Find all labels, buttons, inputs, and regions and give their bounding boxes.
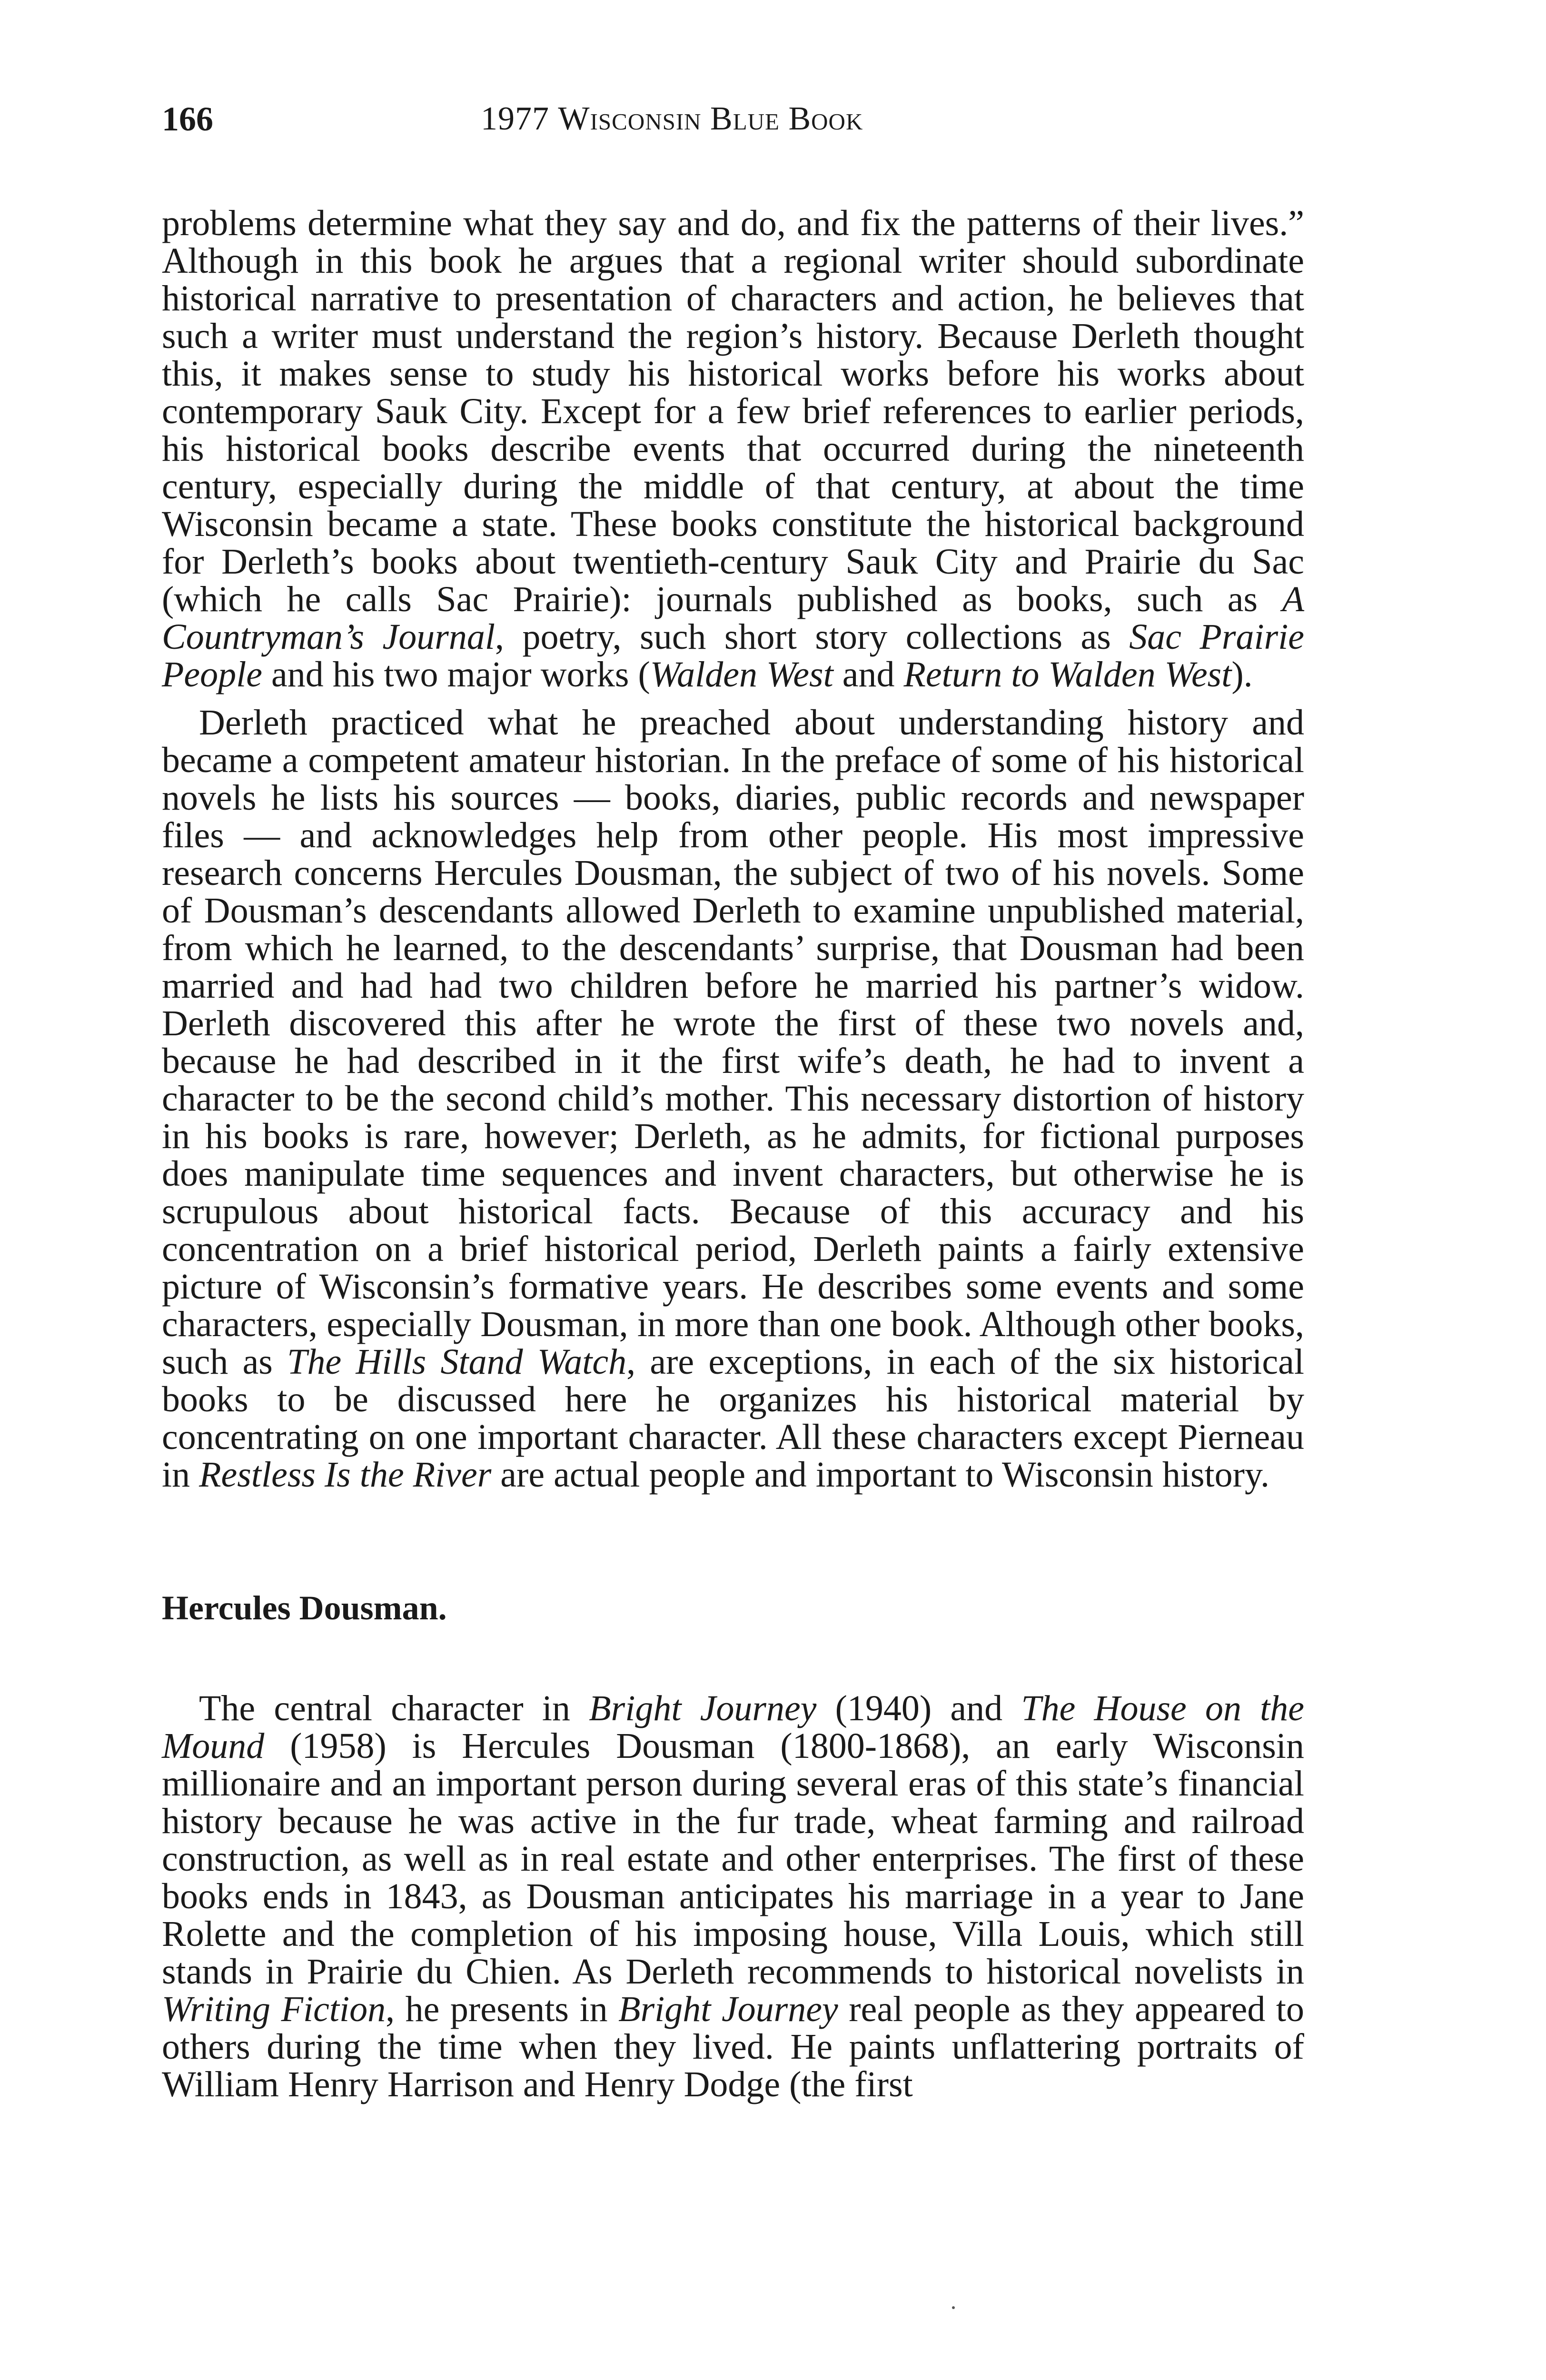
text-run: , he presents in	[386, 1989, 619, 2029]
body-text	[162, 205, 1304, 1494]
text-run: , poetry, such short story collections as	[495, 617, 1130, 657]
text-run: real people as they appeared to others during the time when they lived. He paints unflattering portraits of William Henry Harrison and Henry Dodge (the first	[162, 1989, 1304, 2104]
text-run: and his two major works (	[262, 654, 650, 694]
paragraph-1	[162, 205, 1304, 694]
book-title: Return to Walden West	[903, 654, 1232, 694]
book-title: The Hills Stand Watch	[287, 1342, 627, 1382]
book-title: Bright Journey	[589, 1688, 817, 1728]
book-page	[162, 95, 1304, 2103]
book-title: Bright Journey	[618, 1989, 838, 2029]
paragraph-2	[162, 704, 1304, 1494]
text-run: , are exceptions, in each of the six historical books to be discussed here he organizes his historical material by concentrating on one important character. All these characters except Pierneau in	[162, 1342, 1305, 1495]
book-title: Restless Is the River	[199, 1455, 492, 1495]
text-run: are actual people and important to Wisconsin history.	[491, 1455, 1270, 1495]
book-title: A Countryman’s Journal	[162, 579, 1304, 657]
text-run: The central character in	[199, 1688, 589, 1728]
page-number: 166	[162, 100, 213, 138]
book-title: Writing Fiction	[162, 1989, 386, 2029]
text-run: (1940) and	[816, 1688, 1021, 1728]
text-run: (1958) is Hercules Dousman (1800-1868), an early Wisconsin millionaire and an important person during several eras of this state’s financial history because he was active in the fur trade, wheat farming and railroad construction, as well as in real estate and other enterprises. The first of these books ends in 1843, as Dousman anticipates his marriage in a year to Jane Rolette and the completion of his imposing house, Villa Louis, which still stands in Prairie du Chien. As Derleth recommends to historical novelists in	[162, 1726, 1304, 1992]
book-title: Walden West	[650, 654, 833, 694]
running-head	[162, 95, 1304, 143]
text-run: Derleth practiced what he preached about understanding history and became a competent amateur historian. In the preface of some of his historical novels he lists his sources — books, diaries, public records and newspaper files — and acknowledges help from other people. His most impressive research concerns Hercules Dousman, the subject of two of his novels. Some of Dousman’s descendants allowed Derleth to examine unpublished material, from which he learned, to the descendants’ surprise, that Dousman had been married and had had two children before he married his partner’s widow. Derleth discovered this after he wrote the first of these two novels and, because he had described in it the first wife’s death, he had to invent a character to be the second child’s mother. This necessary distortion of history in his books is rare, however; Derleth, as he admits, for fictional purposes does manipulate time sequences and invent characters, but otherwise he is scrupulous about historical facts. Because of this accuracy and his concentration on a brief historical period, Derleth paints a fairly extensive picture of Wisconsin’s formative years. He describes some events and some characters, especially Dousman, in more than one book. Although other books, such as	[162, 703, 1304, 1382]
paragraph-3	[162, 1690, 1304, 2103]
section-body	[162, 1690, 1304, 2103]
text-run: and	[833, 654, 904, 694]
running-title-year: 1977	[481, 100, 558, 137]
book-title: Sac Prairie People	[162, 617, 1304, 694]
text-run: ).	[1231, 654, 1253, 694]
text-run: problems determine what they say and do, and fix the patterns of their lives.” Although in this book he argues that a regional writer should subordinate historical narrative to presentation of characters and action, he believes that such a writer must understand the region’s history. Because Derleth thought this, it makes sense to study his historical works before his works about contemporary Sauk City. Except for a few brief references to earlier periods, his historical books describe events that occurred during the nineteenth century, especially during the middle of that century, at about the time Wisconsin became a state. These books constitute the historical background for Derleth’s books about twentieth-century Sauk City and Prairie du Sac (which he calls Sac Prairie): journals published as books, such as	[162, 203, 1304, 619]
section-heading: Hercules Dousman.	[162, 1589, 447, 1627]
book-title: The House on the Mound	[162, 1688, 1304, 1766]
scan-speck	[952, 2306, 955, 2309]
running-title-text: Wisconsin Blue Book	[558, 100, 863, 137]
running-title	[481, 95, 863, 143]
